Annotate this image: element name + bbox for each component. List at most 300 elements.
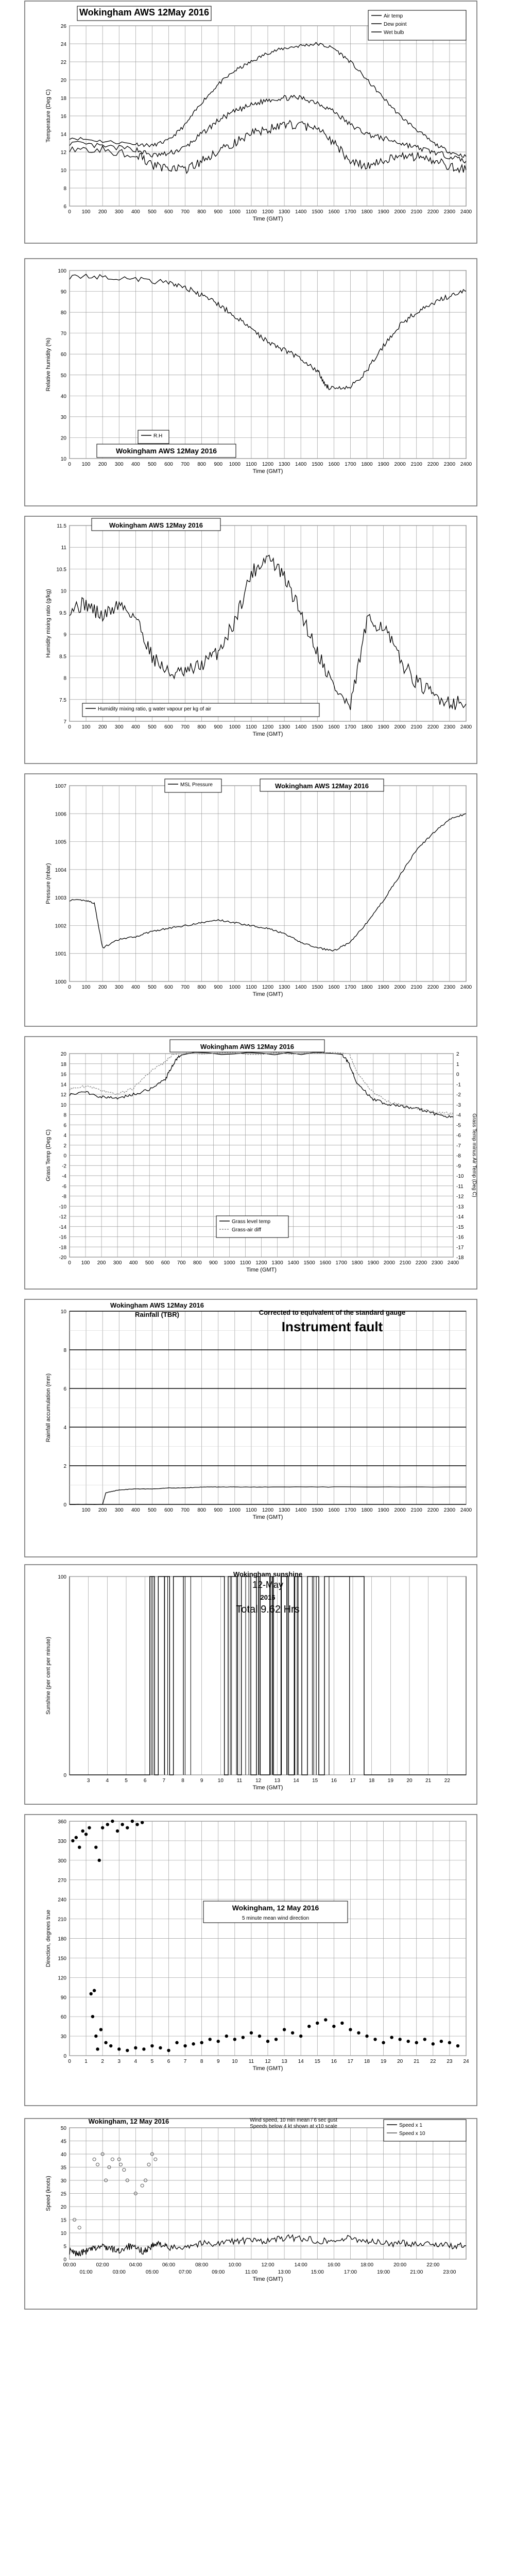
y2-tick-label: -16 — [456, 1234, 464, 1241]
x-tick-label: 1200 — [262, 1507, 274, 1513]
x-tick-label: 15 — [314, 2059, 320, 2064]
chart-panel-4 — [25, 774, 477, 1026]
x-tick-label: 1800 — [361, 985, 373, 990]
x-tick-label: 11 — [236, 1778, 243, 1784]
x-tick-label: 800 — [197, 462, 207, 467]
x-tick-label: 7 — [183, 2059, 187, 2064]
direction-point — [90, 1992, 93, 1995]
y-tick-label: 0 — [63, 1153, 66, 1159]
chart-subtitle-2: Speeds below 4 kt shown at x10 scale — [250, 2124, 337, 2129]
x-tick-label: 1700 — [345, 724, 356, 730]
x-tick-label: 1000 — [229, 724, 241, 730]
x-tick-label: 3 — [87, 1778, 90, 1784]
y-tick-label: 10 — [60, 1309, 66, 1315]
y-tick-label: 10 — [60, 2231, 66, 2236]
y-tick-label: 10 — [60, 456, 66, 462]
x-tick-label: 1600 — [328, 462, 340, 467]
x-tick-label: 1800 — [361, 1507, 373, 1513]
x-tick-label: 20:00 — [393, 2262, 407, 2268]
y-tick-label: 1006 — [55, 811, 66, 818]
y-tick-label: 9 — [63, 632, 66, 638]
annotation: 2016 — [260, 1594, 276, 1601]
direction-point — [142, 2047, 145, 2050]
x-tick-label: 800 — [197, 724, 207, 730]
x-tick-label: 100 — [81, 209, 91, 215]
x-tick-label: 2200 — [427, 985, 439, 990]
y-tick-label: 90 — [60, 1995, 66, 2001]
x-tick-label: 2200 — [427, 1507, 439, 1513]
direction-point — [316, 2022, 319, 2025]
x-tick-label: 17:00 — [344, 2269, 357, 2275]
x-tick-label: 2300 — [443, 985, 456, 990]
y-tick-label: 12 — [60, 1092, 66, 1098]
y2-tick-label: -17 — [456, 1245, 464, 1251]
x-tick-label: 09:00 — [212, 2269, 225, 2275]
y-tick-label: -6 — [62, 1183, 66, 1190]
x-tick-label: 21 — [414, 2059, 420, 2064]
x-tick-label: 400 — [131, 209, 140, 215]
x-tick-label: 500 — [145, 1260, 154, 1266]
x-tick-label: 1700 — [345, 462, 356, 467]
x-tick-label: 200 — [98, 209, 107, 215]
direction-point — [134, 2046, 137, 2049]
direction-point — [390, 2036, 393, 2039]
x-tick-label: 1100 — [246, 985, 257, 990]
x-tick-label: 0 — [68, 985, 71, 990]
x-tick-label: 11:00 — [245, 2269, 258, 2275]
x-tick-label: 1300 — [278, 724, 290, 730]
y-tick-label: 20 — [60, 78, 66, 83]
direction-point — [94, 2035, 97, 2038]
x-tick-label: 1000 — [224, 1260, 235, 1266]
y-tick-label: 1004 — [55, 867, 66, 873]
x-tick-label: 400 — [131, 724, 140, 730]
x-tick-label: 2200 — [427, 209, 439, 215]
x-tick-label: 400 — [131, 462, 140, 467]
y2-tick-label: -1 — [456, 1082, 461, 1088]
y-tick-label: 4 — [63, 1425, 66, 1431]
chart-panel-3 — [25, 516, 477, 764]
x-tick-label: 1000 — [229, 985, 241, 990]
x-tick-label: 19:00 — [377, 2269, 390, 2275]
x-axis-label: Time (GMT) — [252, 991, 283, 997]
x-tick-label: 2100 — [410, 985, 422, 990]
x-tick-label: 1800 — [361, 209, 373, 215]
y-tick-label: 30 — [60, 2034, 66, 2040]
y-tick-label: 10.5 — [56, 567, 66, 573]
direction-point — [131, 1820, 134, 1823]
x-tick-label: 800 — [193, 1260, 202, 1266]
x-tick-label: 1400 — [295, 724, 307, 730]
y2-tick-label: -8 — [456, 1153, 461, 1159]
y-axis-label: Pressure (mbar) — [45, 863, 52, 904]
x-tick-label: 1900 — [377, 209, 389, 215]
x-tick-label: 1200 — [262, 724, 274, 730]
direction-point — [349, 2028, 352, 2031]
chart-title: Wokingham AWS 12May 2016 — [274, 782, 369, 790]
direction-point — [283, 2028, 286, 2031]
y-tick-label: 1007 — [55, 784, 66, 789]
x-tick-label: 1200 — [255, 1260, 267, 1266]
x-tick-label: 1800 — [351, 1260, 363, 1266]
y-tick-label: 45 — [60, 2139, 66, 2145]
x-axis-label: Time (GMT) — [252, 1785, 283, 1791]
direction-point — [111, 1820, 114, 1823]
y-tick-label: 60 — [60, 2014, 66, 2021]
x-tick-label: 10 — [217, 1778, 224, 1784]
x-tick-label: 1900 — [377, 985, 389, 990]
x-tick-label: 18:00 — [360, 2262, 374, 2268]
y-tick-label: -10 — [59, 1204, 66, 1210]
x-tick-label: 2300 — [443, 1507, 456, 1513]
y-tick-label: 4 — [63, 1133, 66, 1139]
y-tick-label: -8 — [62, 1194, 66, 1200]
y-tick-label: 6 — [63, 204, 66, 210]
y-tick-label: 8 — [63, 1348, 66, 1353]
direction-point — [200, 2041, 203, 2044]
y-tick-label: 14 — [60, 1082, 66, 1088]
y-tick-label: 30 — [60, 414, 66, 420]
legend-label: Speed x 1 — [399, 2123, 423, 2128]
x-tick-label: 1200 — [262, 209, 274, 215]
x-tick-label: 300 — [114, 462, 124, 467]
x-tick-label: 1600 — [328, 724, 340, 730]
y-tick-label: 100 — [58, 1574, 66, 1580]
x-tick-label: 1400 — [287, 1260, 299, 1266]
x-tick-label: 300 — [114, 1507, 124, 1513]
y-tick-label: 6 — [63, 1123, 66, 1129]
direction-point — [398, 2038, 401, 2041]
x-tick-label: 00:00 — [63, 2262, 76, 2268]
y-tick-label: 100 — [58, 268, 66, 274]
x-tick-label: 1300 — [278, 1507, 290, 1513]
x-tick-label: 2000 — [383, 1260, 395, 1266]
direction-point — [81, 1829, 84, 1833]
x-tick-label: 2300 — [443, 209, 456, 215]
x-axis-label: Time (GMT) — [252, 1514, 283, 1520]
chart-title: Wokingham sunshine — [233, 1570, 303, 1578]
direction-point — [192, 2042, 195, 2045]
legend-label: Humidity mixing ratio, g water vapour per kg of air — [98, 706, 212, 712]
y2-tick-label: -3 — [456, 1102, 461, 1108]
y-tick-label: 50 — [60, 2126, 66, 2131]
x-tick-label: 16 — [331, 1778, 337, 1784]
x-tick-label: 400 — [131, 985, 140, 990]
direction-point — [116, 1829, 119, 1833]
y2-tick-label: -13 — [456, 1204, 464, 1210]
y-tick-label: -18 — [59, 1245, 66, 1251]
x-tick-label: 7 — [162, 1778, 166, 1784]
legend-label: MSL Pressure — [180, 782, 213, 788]
x-tick-label: 21 — [425, 1778, 432, 1784]
x-tick-label: 1400 — [295, 1507, 307, 1513]
x-tick-label: 1700 — [345, 1507, 356, 1513]
direction-point — [456, 2044, 459, 2047]
direction-point — [250, 2031, 253, 2035]
chart-subtitle: 5 minute mean wind direction — [242, 1916, 310, 1921]
y2-tick-label: -18 — [456, 1255, 464, 1261]
y-axis-label: Rainfall accumulation (mm) — [45, 1373, 52, 1443]
x-tick-label: 10 — [232, 2059, 238, 2064]
x-tick-label: 19 — [387, 1778, 393, 1784]
y-axis-label: Speed (knots) — [45, 2176, 52, 2211]
direction-point — [101, 1826, 104, 1829]
direction-point — [258, 2035, 261, 2038]
direction-point — [91, 2015, 94, 2018]
x-tick-label: 1600 — [319, 1260, 331, 1266]
x-tick-label: 15:00 — [311, 2269, 324, 2275]
x-tick-label: 19 — [381, 2059, 387, 2064]
x-tick-label: 10:00 — [228, 2262, 242, 2268]
x-tick-label: 2400 — [460, 1507, 472, 1513]
x-tick-label: 500 — [148, 209, 157, 215]
x-tick-label: 1300 — [271, 1260, 283, 1266]
x-tick-label: 1 — [84, 2059, 88, 2064]
x-tick-label: 1700 — [345, 985, 356, 990]
x-tick-label: 900 — [214, 985, 223, 990]
x-tick-label: 2200 — [415, 1260, 427, 1266]
y-tick-label: 70 — [60, 331, 66, 337]
y-tick-label: 12 — [60, 150, 66, 156]
chart-title: Wokingham AWS 12May 2016 — [110, 1301, 204, 1309]
y-tick-label: 210 — [58, 1917, 66, 1923]
y-tick-label: 10 — [60, 168, 66, 174]
x-tick-label: 12 — [265, 2059, 271, 2064]
y-tick-label: -14 — [59, 1224, 66, 1230]
x-tick-label: 0 — [68, 209, 71, 215]
x-tick-label: 04:00 — [129, 2262, 142, 2268]
y-tick-label: 26 — [60, 24, 66, 29]
x-tick-label: 1600 — [328, 209, 340, 215]
x-tick-label: 2300 — [443, 462, 456, 467]
x-tick-label: 600 — [164, 985, 173, 990]
x-tick-label: 1100 — [246, 462, 257, 467]
x-tick-label: 13:00 — [278, 2269, 291, 2275]
direction-point — [307, 2025, 311, 2028]
x-tick-label: 1100 — [246, 724, 257, 730]
x-tick-label: 2400 — [460, 985, 472, 990]
x-tick-label: 2100 — [410, 209, 422, 215]
legend-label: Speed x 10 — [399, 2131, 425, 2137]
direction-point — [94, 1845, 97, 1849]
chart-subtitle: 12-May — [252, 1580, 284, 1590]
direction-point — [365, 2035, 368, 2038]
x-tick-label: 2100 — [410, 1507, 422, 1513]
direction-point — [84, 1833, 88, 1836]
legend-label: R.H — [153, 433, 163, 439]
y-tick-label: 2 — [63, 1143, 66, 1149]
x-tick-label: 700 — [181, 724, 190, 730]
x-tick-label: 700 — [181, 462, 190, 467]
x-axis-label: Time (GMT) — [252, 731, 283, 737]
y-tick-label: 8 — [63, 1112, 66, 1118]
x-tick-label: 0 — [68, 1260, 71, 1266]
x-tick-label: 500 — [148, 1507, 157, 1513]
x-tick-label: 02:00 — [96, 2262, 109, 2268]
direction-point — [448, 2041, 451, 2044]
x-tick-label: 20 — [397, 2059, 403, 2064]
x-tick-label: 1300 — [278, 462, 290, 467]
x-tick-label: 600 — [164, 209, 173, 215]
y2-tick-label: 2 — [456, 1052, 459, 1057]
y2-tick-label: -9 — [456, 1163, 461, 1170]
x-tick-label: 400 — [131, 1507, 140, 1513]
direction-point — [332, 2025, 335, 2028]
y2-tick-label: -11 — [456, 1183, 464, 1190]
x-tick-label: 2000 — [394, 985, 406, 990]
x-tick-label: 2400 — [460, 209, 472, 215]
x-tick-label: 200 — [97, 1260, 106, 1266]
x-tick-label: 2400 — [460, 724, 472, 730]
y-tick-label: 25 — [60, 2191, 66, 2197]
x-tick-label: 22:00 — [426, 2262, 440, 2268]
direction-point — [117, 2047, 121, 2050]
y-tick-label: 16 — [60, 114, 66, 120]
x-tick-label: 03:00 — [112, 2269, 126, 2275]
x-tick-label: 900 — [214, 724, 223, 730]
x-tick-label: 13 — [274, 1778, 280, 1784]
direction-point — [104, 2041, 107, 2044]
y-tick-label: 8 — [63, 675, 66, 682]
legend — [384, 2120, 466, 2141]
y-axis-label: Humidity mixing ratio (g/kg) — [45, 589, 52, 658]
direction-point — [126, 1826, 129, 1829]
x-tick-label: 2300 — [443, 724, 456, 730]
y-tick-label: 40 — [60, 2152, 66, 2158]
x-tick-label: 900 — [214, 1507, 223, 1513]
direction-point — [78, 1845, 81, 1849]
annotation: Corrected to equivalent of the standard gauge — [259, 1309, 406, 1316]
x-tick-label: 18 — [364, 2059, 370, 2064]
y-axis-label: Direction, degrees true — [45, 1909, 52, 1968]
x-tick-label: 300 — [114, 209, 124, 215]
chart-title: Wokingham, 12 May 2016 — [232, 1904, 319, 1912]
y-tick-label: 90 — [60, 289, 66, 295]
y-tick-label: 10 — [60, 588, 66, 595]
x-tick-label: 01:00 — [79, 2269, 93, 2275]
x-tick-label: 1100 — [246, 209, 257, 215]
x-tick-label: 100 — [81, 1507, 91, 1513]
x-tick-label: 300 — [114, 985, 124, 990]
x-tick-label: 600 — [164, 462, 173, 467]
x-tick-label: 1900 — [377, 1507, 389, 1513]
x-tick-label: 22 — [444, 1778, 450, 1784]
y2-tick-label: -7 — [456, 1143, 461, 1149]
x-tick-label: 800 — [197, 1507, 207, 1513]
y-tick-label: 22 — [60, 60, 66, 65]
x-tick-label: 1400 — [295, 985, 307, 990]
direction-point — [98, 1859, 101, 1862]
x-tick-label: 500 — [148, 462, 157, 467]
y-tick-label: 20 — [60, 435, 66, 442]
x-tick-label: 14:00 — [294, 2262, 307, 2268]
x-tick-label: 900 — [214, 462, 223, 467]
direction-point — [75, 1836, 78, 1839]
x-tick-label: 06:00 — [162, 2262, 176, 2268]
x-tick-label: 8 — [181, 1778, 184, 1784]
direction-point — [423, 2038, 426, 2041]
y-axis-label: Temperature (Deg C) — [45, 89, 52, 143]
x-tick-label: 2200 — [427, 462, 439, 467]
x-axis-label: Time (GMT) — [252, 2065, 283, 2072]
chart-panel-9 — [25, 2117, 477, 2309]
direction-point — [99, 2028, 102, 2031]
x-tick-label: 2 — [101, 2059, 104, 2064]
direction-point — [225, 2035, 228, 2038]
x-tick-label: 100 — [81, 1260, 90, 1266]
y-tick-label: 180 — [58, 1936, 66, 1942]
y2-tick-label: 0 — [456, 1072, 459, 1078]
x-tick-label: 5 — [125, 1778, 128, 1784]
legend-label: Grass level temp — [232, 1219, 271, 1225]
y-tick-label: 0 — [63, 1502, 66, 1508]
x-tick-label: 17 — [347, 2059, 353, 2064]
x-tick-label: 1800 — [361, 724, 373, 730]
y-tick-label: 1002 — [55, 923, 66, 929]
y-tick-label: 0 — [63, 1773, 66, 1778]
y-tick-label: 35 — [60, 2165, 66, 2171]
x-tick-label: 11 — [248, 2059, 254, 2064]
x-tick-label: 1500 — [312, 1507, 323, 1513]
x-tick-label: 1600 — [328, 1507, 340, 1513]
y-tick-label: 30 — [60, 2178, 66, 2184]
y-tick-label: 1000 — [55, 979, 66, 985]
chart-panel-2 — [25, 259, 477, 506]
y-tick-label: 24 — [60, 42, 66, 47]
direction-point — [266, 2040, 269, 2043]
x-tick-label: 17 — [350, 1778, 356, 1784]
x-tick-label: 800 — [197, 985, 207, 990]
x-tick-label: 1500 — [312, 462, 323, 467]
x-tick-label: 16 — [331, 2059, 337, 2064]
x-tick-label: 1000 — [229, 462, 241, 467]
direction-point — [167, 2049, 170, 2052]
x-tick-label: 100 — [81, 724, 91, 730]
annotation-fault: Instrument fault — [281, 1319, 383, 1334]
x-tick-label: 1200 — [262, 462, 274, 467]
x-tick-label: 2000 — [394, 1507, 406, 1513]
direction-point — [291, 2031, 294, 2035]
x-axis-label: Time (GMT) — [246, 1267, 277, 1273]
direction-point — [382, 2041, 385, 2044]
x-tick-label: 12 — [255, 1778, 262, 1784]
x-tick-label: 2400 — [460, 462, 472, 467]
x-tick-label: 5 — [150, 2059, 154, 2064]
y-tick-label: 11 — [61, 545, 66, 551]
x-tick-label: 1200 — [262, 985, 274, 990]
x-tick-label: 20 — [406, 1778, 413, 1784]
x-tick-label: 14 — [298, 2059, 304, 2064]
direction-point — [121, 1823, 124, 1826]
y-tick-label: 18 — [60, 1061, 66, 1067]
x-tick-label: 16:00 — [327, 2262, 340, 2268]
x-tick-label: 12:00 — [261, 2262, 274, 2268]
direction-point — [150, 2044, 153, 2047]
x-tick-label: 13 — [281, 2059, 287, 2064]
direction-point — [88, 1826, 91, 1829]
x-tick-label: 600 — [164, 724, 173, 730]
direction-point — [109, 2044, 112, 2047]
direction-point — [373, 2038, 376, 2041]
x-tick-label: 500 — [148, 985, 157, 990]
x-tick-label: 1400 — [295, 462, 307, 467]
y-tick-label: 60 — [60, 352, 66, 358]
y-tick-label: 20 — [60, 1052, 66, 1057]
y-tick-label: 270 — [58, 1877, 66, 1884]
x-tick-label: 0 — [68, 462, 71, 467]
chart-panel-7 — [25, 1565, 477, 1804]
chart-panel-8 — [25, 1815, 477, 2106]
